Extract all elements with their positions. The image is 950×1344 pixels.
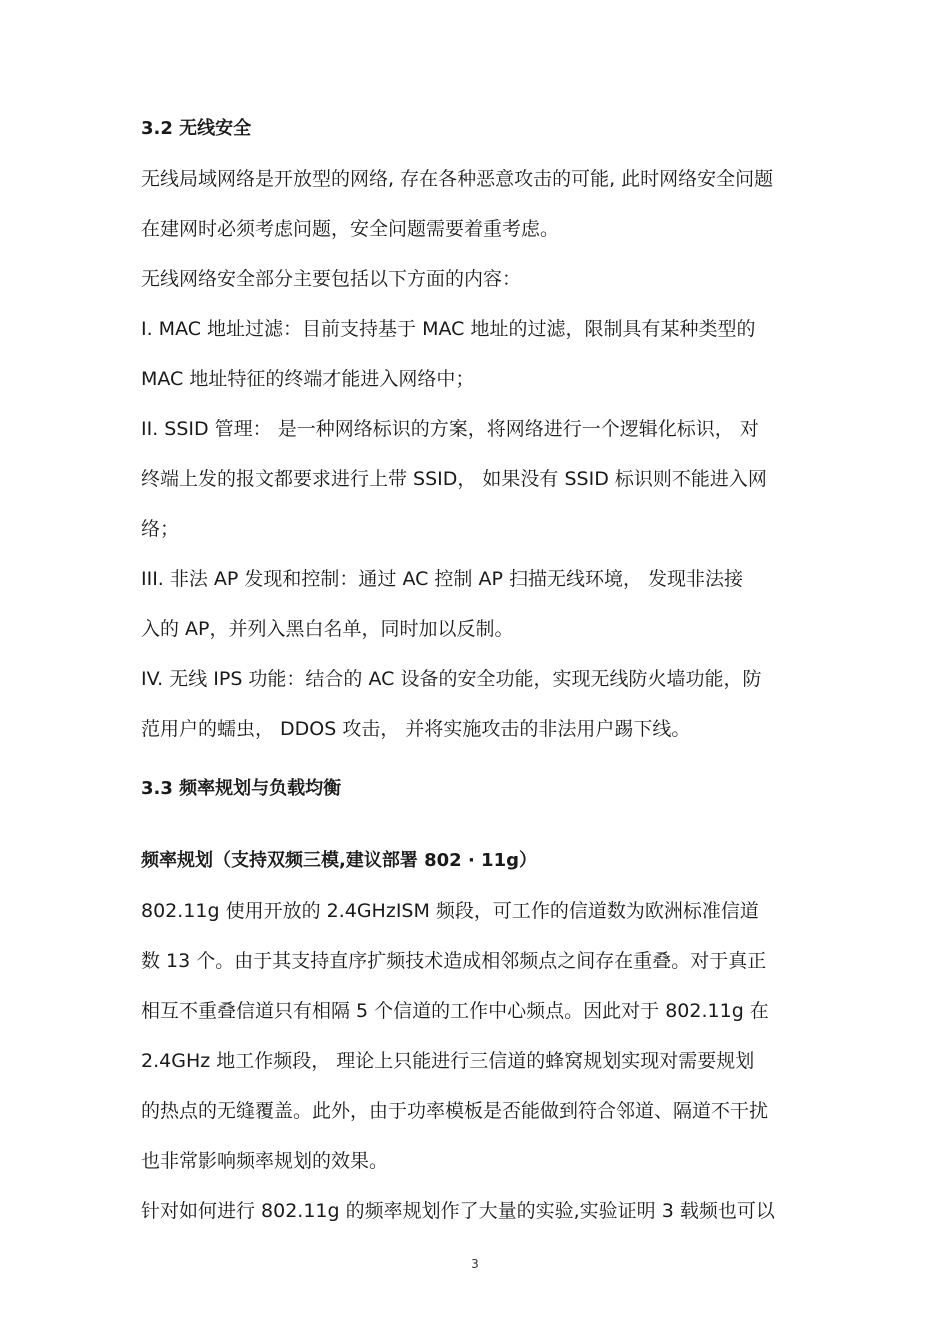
section-3-2-heading: 3.2 无线安全 <box>141 118 252 139</box>
item-ssid-line-3: 络； <box>141 518 180 540</box>
item-ssid-line-2: 终端上发的报文都要求进行上带 SSID， 如果没有 SSID 标识则不能进入网 <box>141 468 767 490</box>
contents-intro-line: 无线网络安全部分主要包括以下方面的内容： <box>141 268 522 290</box>
item-rogue-ap-line-2: 入的 AP，并列入黑白名单，同时加以反制。 <box>141 618 514 640</box>
para-1-line-3: 相互不重叠信道只有相隔 5 个信道的工作中心频点。因此对于 802.11g 在 <box>141 1000 769 1022</box>
page-number: 3 <box>471 1257 479 1271</box>
item-wireless-ips-line-2: 范用户的蠕虫， DDOS 攻击， 并将实施攻击的非法用户踢下线。 <box>141 718 691 740</box>
para-1-line-4: 2.4GHz 地工作频段， 理论上只能进行三信道的蜂窝规划实现对需要规划 <box>141 1050 755 1072</box>
item-mac-filter-line-2: MAC 地址特征的终端才能进入网络中； <box>141 368 475 390</box>
para-2-line-1: 针对如何进行 802.11g 的频率规划作了大量的实验,实验证明 3 载频也可以 <box>141 1200 775 1222</box>
para-1-line-1: 802.11g 使用开放的 2.4GHzISM 频段，可工作的信道数为欧洲标准信道 <box>141 900 759 922</box>
para-1-line-5: 的热点的无缝覆盖。此外，由于功率模板是否能做到符合邻道、隔道不干扰 <box>141 1100 769 1122</box>
item-mac-filter-line-1: I. MAC 地址过滤：目前支持基于 MAC 地址的过滤，限制具有某种类型的 <box>141 318 756 340</box>
intro-line-1: 无线局域网络是开放型的网络, 存在各种恶意攻击的可能, 此时网络安全问题 <box>141 168 774 190</box>
para-1-line-6: 也非常影响频率规划的效果。 <box>141 1150 389 1172</box>
section-3-3-heading: 3.3 频率规划与负载均衡 <box>141 778 342 799</box>
para-1-line-2: 数 13 个。由于其支持直序扩频技术造成相邻频点之间存在重叠。对于真正 <box>141 950 767 972</box>
item-wireless-ips-line-1: IV. 无线 IPS 功能：结合的 AC 设备的安全功能，实现无线防火墙功能，防 <box>141 668 762 690</box>
document-body <box>141 104 811 1236</box>
frequency-planning-subheading: 频率规划（支持双频三模,建议部署 802 · 11g） <box>141 850 537 871</box>
item-rogue-ap-line-1: III. 非法 AP 发现和控制：通过 AC 控制 AP 扫描无线环境， 发现非法接 <box>141 568 744 590</box>
item-ssid-line-1: II. SSID 管理： 是一种网络标识的方案，将网络进行一个逻辑化标识， 对 <box>141 418 759 440</box>
intro-line-2: 在建网时必须考虑问题，安全问题需要着重考虑。 <box>141 218 560 240</box>
